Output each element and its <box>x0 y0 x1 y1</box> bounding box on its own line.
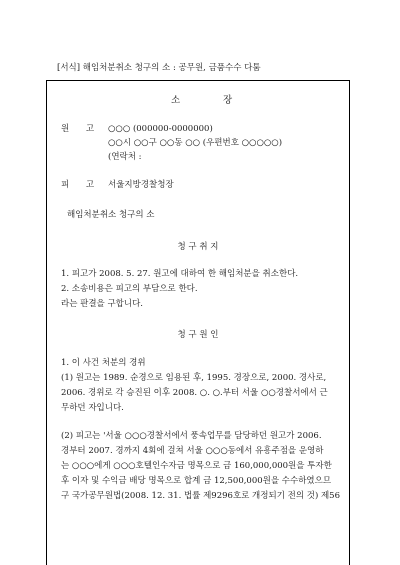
defendant-name: 서울지방경찰청장 <box>108 180 174 190</box>
para2-line: 구 국가공무원법(2008. 12. 31. 법률 제9296호로 개정되기 전의 것) 제56 <box>61 491 340 501</box>
case-name: 해임처분취소 청구의 소 <box>67 210 155 220</box>
plaintiff-label: 원 고 <box>61 124 95 134</box>
complaint-document <box>46 80 350 565</box>
claim-closing: 라는 판결을 구합니다. <box>61 299 144 309</box>
defendant-label: 피 고 <box>61 180 95 190</box>
plaintiff-name: ○○○ (000000-0000000) <box>108 124 213 134</box>
plaintiff-contact: (연락처 : <box>108 152 142 162</box>
para2-line: 후 이자 및 수익금 배당 명목으로 합계 금 12,500,000원을 수수하였으므 <box>61 476 332 486</box>
claim-heading: 청 구 취 지 <box>177 242 219 252</box>
title-right: 장 <box>223 95 233 106</box>
para1-line: (1) 원고는 1989. 순경으로 임용된 후, 1995. 경장으로, 2000. 경사로, <box>61 373 327 383</box>
para1-line: 무하던 자입니다. <box>61 403 124 413</box>
plaintiff-address: ○○시 ○○구 ○○동 ○○ (우편번호 ○○○○○) <box>108 138 283 148</box>
cause-subheading: 1. 이 사건 처분의 경위 <box>61 358 146 368</box>
para1-line: 2006. 경위로 각 승진된 이후 2008. ○. ○.부터 서울 ○○경찰서에서 근 <box>61 388 328 398</box>
claim-item-2: 2. 소송비용은 피고의 부담으로 한다. <box>61 284 198 294</box>
cause-heading: 청 구 원 인 <box>177 330 219 340</box>
para2-line: 는 ○○○에게 ○○○호텔인수자금 명목으로 금 160,000,000원을 투자한 <box>61 461 332 471</box>
form-header: [서식] 해임처분취소 청구의 소 : 공무원, 금품수수 다툼 <box>57 63 261 73</box>
para2-line: (2) 피고는 '서울 ○○○경찰서에서 풍속업무를 담당하던 원고가 2006. <box>61 431 322 441</box>
para2-line: 경부터 2007. 경까지 4회에 걸쳐 서울 ○○○동에서 유흥주점을 운영하 <box>61 446 324 456</box>
title-left: 소 <box>171 95 181 106</box>
claim-item-1: 1. 피고가 2008. 5. 27. 원고에 대하여 한 해임처분을 취소한다. <box>61 269 299 279</box>
